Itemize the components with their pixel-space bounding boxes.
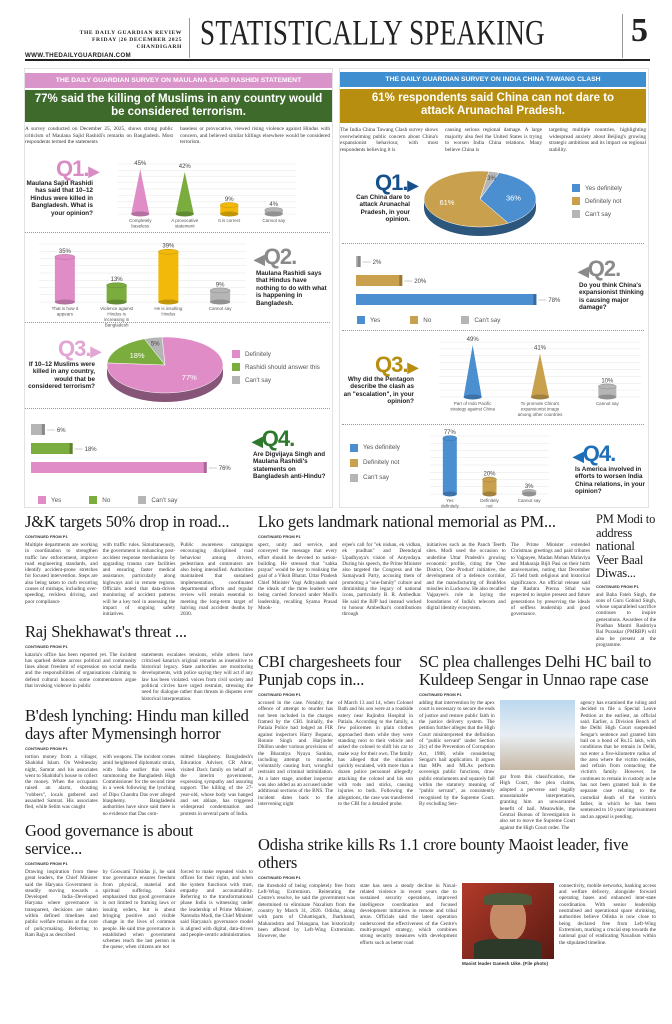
header-divider (189, 18, 190, 58)
continued-label: CONTINUED FROM P1 (258, 534, 301, 539)
right-intro-col: The India China Tawang Clash survey shows overwhelming public concern about China's expansionist behaviour, with most respondents believing it is (340, 127, 438, 153)
article-column: by Goswami Tulsidas ji, he said true governance ensures freedom from physical, material and spiritual suffering. Saini emphasized that good governance is not limited to framing laws or issuing orders, but is about bringing positive and visible change in the lives of common people. He said true governance is established when government schemes reach the last person in the queue, when citizens are not (102, 868, 176, 951)
separator (342, 424, 644, 425)
bar-base (176, 212, 194, 217)
bar-base (220, 212, 238, 217)
article-jk-road (25, 513, 253, 618)
category-label: Cannot say (595, 401, 619, 406)
legend-label: Rashidi should answer this (245, 363, 320, 371)
legend-swatch (572, 184, 580, 192)
article-column: erjee's call for "ek nishan, ek vidhan, ek pradhan" and Deendayal Upadhyaya's vision of Antyodaya. During his speech, the Prime Minister also targeted the Congress and the Samajwadi Party, accusing them of promoting a "one-family" culture and diminishing the legacy of national icons, particularly B. R. Ambedkar. He said the BJP had instead worked to honour Ambedkar's contributions through (342, 542, 422, 618)
article-column: gar from this classification, the High Court, the plea claims, adopted a perverse and legally unsustainable interpretation, granting him an unwarranted benefit of bail. Meanwhile, the Central Bureau of Investigation is also set to move the Supreme Court against the High Court order. The (499, 774, 576, 831)
legend-label: Yes (370, 316, 381, 324)
legend-swatch (410, 316, 418, 324)
legend-item (572, 184, 622, 192)
bar-base (464, 395, 482, 400)
legend-swatch (357, 316, 365, 324)
play-arrow-icon: ▶ (88, 163, 99, 179)
data-label: 13% (110, 277, 123, 284)
category-label: It is correct (218, 218, 241, 223)
category-label: Violence against Hindus is increasing in Bangladesh (100, 306, 134, 328)
data-label: 5% (150, 341, 160, 348)
left-q3-legend (232, 350, 320, 389)
left-survey-headline: 77% said the killing of Muslims in any country would be considered terrorism. (25, 90, 332, 122)
separator (342, 243, 644, 244)
continued-label: CONTINUED FROM P1 (25, 643, 68, 649)
page-number: 5 (631, 12, 648, 49)
bar (443, 438, 457, 494)
bar (55, 257, 75, 302)
separator (25, 232, 330, 233)
data-label: 9% (215, 282, 225, 289)
continued-label: CONTINUED FROM P1 (419, 692, 462, 698)
legend-swatch (232, 350, 240, 358)
bar-top (158, 249, 178, 254)
article-column: tortion money from a villager, Shahidul Islam. On Wednesday night, Samrat and his associates went to Shahidul's house to collect the money. When the occupants raised an alarm, shouting "robbers", locals gathered and assaulted Samrat. His associates fled, while Selim was caught (25, 753, 98, 811)
data-label: 45% (134, 161, 147, 167)
bar-base (522, 492, 536, 497)
article-column: adding that intervention by the apex court is necessary to secure the ends of justice and restore public faith in the justice delivery system. The petition further alleges that the High Court misinterpreted the definition of "public servant" under Section 2(c) of the Prevention of Corruption Act, 1988, while considering Sengar's bail application. It argues that MPs and MLAs perform sovereign public functions, draw public emoluments and squarely fall within the statutory meaning of "public servant", as consistently recognised by the Supreme Court. By excluding Sen- (419, 700, 495, 807)
article-row (258, 513, 656, 648)
left-article-stack (25, 513, 253, 951)
masthead-info (40, 30, 182, 51)
data-label: 3% (524, 483, 534, 490)
category-label: He is insulting Hindus (154, 306, 183, 317)
legend-label: Definitely not (363, 459, 400, 466)
left-q1-number (56, 158, 98, 182)
bar-base (107, 300, 127, 305)
right-q1-legend (572, 184, 622, 223)
separator (25, 408, 330, 409)
city: CHANDIGARH (136, 44, 182, 50)
article-good-governance (25, 822, 253, 951)
photo-block (462, 883, 554, 967)
back-arrow-icon: ◀ (254, 251, 264, 267)
article-column: connectivity, mobile networks, banking access and welfare delivery, alongside forward operating bases and enhanced inter-state coordination. With senior leadership neutralised and operational space shrinking, authorities believe Odisha is now close to being declared free from Left-Wing Extremism, marking a crucial step towards the national goal of eradicating Naxalism within the stipulated timeline. (559, 882, 656, 946)
category-label: Cannot say (517, 498, 541, 503)
hbar-end (399, 275, 402, 286)
left-q1-text: Maulana Sajid Rashidi has said that 10–12 Hindus were killed in Bangladesh. What is your opinion? (26, 180, 93, 217)
right-q3-text: Why did the Pentagon describe the clash as an "escalation", in your opinion? (343, 376, 414, 406)
left-q4-number (252, 428, 294, 452)
legend-item (350, 443, 400, 453)
continued-label: CONTINUED FROM P1 (258, 874, 301, 880)
page-title: STATISTICALLY SPEAKING (200, 12, 545, 53)
bar-top (107, 283, 127, 288)
hbar (31, 462, 207, 473)
article-column: initiatives such as the Panch Teerth sites. Modi used the occasion to underline Uttar Pradesh's growing economic profile, citing the 'One District, One Product' initiative, the development of a defence corridor, and the manufacturing of BrahMos missiles in Lucknow. He also recalled Vajpayee's role in laying the foundations of India's telecom and digital identity ecosystem. (426, 542, 506, 611)
legend-swatch (350, 459, 358, 467)
hbar (356, 294, 536, 305)
article-column: of March 13 and 14, when Colonel Bath and his son were at a roadside eatery near Rajindra Hospital in Patiala. According to the family, a few policemen in plain clothes approached them while they were standing next to their vehicle and asked the colonel to shift his car to make way for their own. The family has alleged that the situation quickly escalated, with more than a dozen police personnel allegedly attacking the colonel and his son with rods and sticks, causing injuries to both. Following the allegations, the case was transferred to the CBI for a detailed probe. (338, 700, 413, 807)
q-label: Q1. (375, 170, 408, 195)
continued-label: CONTINUED FROM P1 (596, 583, 639, 589)
supreme-court-photo (500, 700, 576, 770)
article-column: kataria's office has been reported yet. The incident has sparked debate across political and community lines about freedom of expression on social media and the responsibilities of organisations claiming to defend cultural honour. some commentators argue that invoking violence in public (25, 651, 137, 690)
data-label: 4% (269, 202, 279, 208)
article-column: accused in the case. Notably, the offence of attempt to murder has not been included in the charges framed by the CBI. Initially, the Patiala Police had lodged an FIR against inspectors Harry Boparai, Ronnie Singh and Harjinder Dhillon under various provisions of the Bharatiya Nyaya Sanhita, including attempt to murder, voluntarily causing hurt, wrongful restraint and criminal intimidation. At a later stage, another inspector was also added as an accused under additional sections of the BNS. The incident dates back to the intervening night (258, 700, 333, 807)
data-label: 41% (533, 345, 547, 352)
right-intro-col: causing serious regional damage. A large majority also feel the United States is trying to worsen India China relations. Many believe China is (445, 127, 542, 153)
article-column: state has seen a steady decline in Naxal-related violence in recent years due to sustained security operations, improved intelligence coordination and focused development initiatives in remote and tribal areas. Officials said the latest operation underscored the effectiveness of the Centre's multi-pronged strategy, which combines strong security measures with development efforts such as better road (360, 882, 457, 946)
q-label: Q3. (375, 352, 408, 377)
legend-label: Yes definitely (363, 444, 400, 451)
legend-item (410, 316, 431, 324)
right-q1-chart (418, 163, 548, 241)
article-headline[interactable]: Good governance is about service... (25, 820, 193, 858)
bar-cone (531, 354, 549, 397)
legend-swatch (38, 496, 46, 504)
bar-base (443, 492, 457, 497)
article-sc-sengar (419, 653, 656, 831)
right-q3-number (375, 354, 417, 378)
category-label: A provocative statement (171, 218, 199, 229)
article-headline[interactable]: Lko gets landmark national memorial as PM... (258, 512, 556, 531)
bar-top (443, 436, 457, 441)
back-arrow-icon: ◀ (578, 263, 588, 279)
legend-label: Definitely (245, 350, 271, 358)
hbar (31, 443, 73, 454)
legend-swatch (572, 210, 580, 218)
data-label: 3% (487, 175, 496, 182)
play-arrow-icon: ▶ (90, 343, 101, 359)
bar-base (531, 395, 549, 400)
legend-label: Can't say (245, 376, 272, 384)
left-q2-text: Maulana Rashidi says that Hindus have nothing to do with what is happening in Bangladesh. (256, 270, 327, 307)
data-label: 2% (372, 260, 382, 266)
legend-swatch (232, 363, 240, 371)
legend-swatch (89, 496, 97, 504)
legend-item (357, 316, 380, 324)
legend-item (350, 473, 400, 483)
article-headline[interactable]: B'desh lynching: Hindu man killed (25, 705, 249, 725)
legend-label: Yes (51, 496, 62, 504)
hbar-end (533, 294, 536, 305)
q-label: Q4. (582, 441, 616, 466)
legend-label: Can't say (474, 316, 501, 324)
q-label: Q1. (56, 156, 89, 181)
legend-item (38, 496, 61, 504)
article-column: with traffic rules. Simultaneously, the government is enhancing post-accident response mechanisms by upgrading trauma care facilities and ensuring faster medical assistance, particularly along highways and in remote regions. Officials noted that data-driven monitoring of accident patterns will be a key tool in assessing the impact of ongoing safety initiatives. (102, 542, 176, 618)
left-q4-text: Are Digvijaya Singh and Maulana Rashidi's statements on Bangladesh anti-Hindu? (253, 451, 326, 481)
category-label: Yes definitely (440, 498, 459, 509)
legend-label: Can't say (151, 496, 178, 504)
hbar-end (358, 256, 361, 267)
q-label: Q3. (58, 336, 91, 361)
left-q4-chart (25, 418, 250, 494)
data-label: 61% (439, 198, 455, 208)
continued-label: CONTINUED FROM P1 (25, 745, 68, 751)
article-column: the threshold of being completely free from Left-Wing Extremism. Reiterating the Centre's resolve, he said the government was determined to eliminate Naxalism from the country by March 31, 2026. Odisha, along with parts of Chhattisgarh, Jharkhand, Maharashtra and Telangana, has historically been affected by Left-Wing Extremism. However, the (258, 882, 355, 940)
article-headline[interactable]: SC plea challenges Delhi HC bail to Kuldeep Sengar in Unnao rape case (419, 652, 652, 690)
separator (342, 330, 644, 331)
bar-base (210, 300, 230, 305)
legend-item (572, 210, 622, 218)
data-label: 20% (414, 279, 427, 285)
article-column: Public awareness campaigns encouraging disciplined road behaviour among drivers, pedestrians and commuters are also being intensified. Authorities maintained that sustained implementation, coordinated departmental efforts and regular review will remain essential to meeting the long-term target of halving road accident deaths by 2030. (180, 542, 254, 618)
category-label: Cannot say (208, 306, 232, 311)
back-arrow-icon: ◀ (573, 448, 583, 464)
right-article-stack (258, 513, 656, 966)
hbar-end (204, 462, 207, 473)
data-label: 77% (181, 373, 197, 383)
bar-cone (176, 172, 194, 214)
category-label: Definitely not (480, 498, 499, 509)
legend-item (232, 376, 320, 384)
legend-item (138, 496, 177, 504)
right-q2-number (578, 258, 620, 282)
article-headline[interactable]: CBI chargesheets four Punjab cops in... (258, 652, 402, 690)
data-label: 18% (84, 447, 97, 453)
article-column: agency has examined the ruling and decided to file a Special Leave Petition at the earliest, an official said. Earlier, a Division Bench of the Delhi High Court suspended Sengar's sentence and granted him bail on a bond of Rs.15 lakh, with conditions that he remain in Delhi, not enter a five-kilometre radius of the area where the victim resides, and refrain from contacting the victim's family. However, he continues to remain in custody as he has not been granted bail in the separate case relating to the custodial death of the victim's father, in which he has been sentenced to 10 years' imprisonment and an appeal is pending. (580, 700, 657, 820)
data-label: 77% (443, 430, 456, 437)
article-column: statements escalates tensions, while others have criticised kataria's original remarks as insensitive to historical legacy. State authorities are monitoring developments, with police saying they will act if any law has been violated. voices from civil society and political circles have urged restraint, stressing the need for dialogue rather than threats in disputes over historical interpretation. (141, 651, 253, 702)
data-label: 35% (58, 248, 71, 255)
q-label: Q2. (587, 256, 621, 281)
article-column: Multiple departments are working in coordination to strengthen traffic law enforcement, improve road engineering standards, and identify accident-prone stretches for focused intervention. Steps are also being taken to curb recurring causes of mishaps, including over-speeding, reckless driving, and poor compliance (25, 542, 98, 605)
legend-swatch (350, 474, 358, 482)
bar-top (483, 477, 497, 482)
left-intro-col: A survey conducted on December 25, 2025, shows strong public criticism of Maulana Sajid Rashidi's remarks on Bangladesh. Most respondents termed the statements (25, 126, 173, 146)
article-headline[interactable]: Raj Shekhawat's threat ... (25, 621, 187, 641)
data-label: 9% (224, 197, 234, 203)
legend-label: Can't say (363, 474, 390, 481)
left-q4-legend (38, 496, 177, 509)
photo-caption: Maoist leader Ganesh Uike. (File photo) (462, 960, 549, 966)
right-q4-legend (350, 443, 400, 488)
play-arrow-icon: ▶ (407, 177, 418, 193)
left-survey-band: THE DAILY GUARDIAN SURVEY ON MAULANA SAJID RASHIDI STATEMENT (25, 73, 332, 88)
legend-swatch (350, 444, 358, 452)
header-rule (25, 59, 650, 61)
article-lko-memorial (258, 513, 590, 618)
left-q3-text: If 10–12 Muslims were killed in any country, would that be considered terrorism? (28, 361, 95, 391)
category-label: To promote China's expansionist image among other countries (517, 401, 563, 417)
left-q3-chart (100, 330, 230, 405)
right-q4-chart (418, 428, 553, 509)
legend-label: No (423, 316, 432, 324)
hbar-end (70, 443, 73, 454)
back-arrow-icon: ◀ (252, 433, 262, 449)
article-column: The Prime Minister extended Christmas greetings and paid tributes to Vajpayee, Madan Mohan Malaviya and Maharaja Bijli Pasi on their birth anniversaries, noting that December 25 held both religious and historical significance. An official release said the Rashtra Prerna Sthal was expected to inspire present and future generations by preserving the ideals of selfless leadership and good governance. (510, 542, 590, 618)
article-row (258, 653, 656, 831)
legend-label: Yes definitely (585, 184, 622, 192)
data-label: 20% (483, 471, 496, 478)
left-q3-number (58, 338, 100, 362)
article-headline[interactable]: Odisha strike kills Rs 1.1 crore bounty Maoist leader, five others (258, 834, 629, 872)
bar-cone (131, 169, 149, 214)
right-survey-band: THE DAILY GUARDIAN SURVEY ON INDIA CHINA TAWANG CLASH (340, 72, 646, 87)
category-label: Part of Indo Pacific strategy against China (450, 401, 496, 412)
bar-top (220, 203, 238, 208)
right-q2-text: Do you think China's expansionist thinking is causing major damage? (579, 282, 644, 312)
legend-swatch (232, 376, 240, 384)
category-label: Cannot say (262, 218, 286, 223)
data-label: 36% (505, 193, 521, 203)
legend-item (232, 350, 320, 358)
legend-item (350, 458, 400, 468)
legend-item (232, 363, 320, 371)
article-pm-veer-baal (596, 513, 656, 648)
bar-base (483, 492, 497, 497)
bar-base (158, 300, 178, 305)
data-label: 78% (548, 298, 561, 304)
data-label: 49% (466, 337, 479, 344)
data-label: 18% (129, 350, 145, 360)
data-label: 39% (162, 243, 175, 250)
header-divider (622, 14, 623, 58)
legend-swatch (572, 197, 580, 205)
issue-date: FRIDAY |26 DECEMBER 2025 (92, 37, 182, 43)
continued-label: CONTINUED FROM P1 (25, 860, 68, 866)
article-cbi-punjab (258, 653, 413, 807)
paper-name: THE DAILY GUARDIAN REVIEW (79, 30, 182, 36)
legend-swatch (461, 316, 469, 324)
left-intro-col: baseless or provocative, viewed rising violence against Hindus with concern, and believed similar killings elsewhere would be considered terrorism. (180, 126, 330, 146)
hbar (356, 275, 402, 286)
bar-base (598, 395, 616, 400)
legend-item (89, 496, 110, 504)
bar-base (55, 300, 75, 305)
article-column: forced to make repeated visits to offices for their rights, and when the system functions with trust, empathy and accountability. Referring to the transformational phase India is witnessing under the leadership of Prime Minister, Narendra Modi, the Chief Minister said Haryana's governance model is aligned with digital, data-driven and people-centric administration. (180, 868, 254, 938)
right-q2-chart (350, 250, 575, 312)
bar-base (131, 212, 149, 217)
separator (25, 322, 330, 323)
article-bdesh-lynching (25, 707, 253, 817)
category-label: That is how it appears (51, 306, 79, 317)
left-q2-number (254, 246, 296, 270)
right-q1-number (375, 172, 417, 196)
article-column: mitted blasphemy. Bangladesh's Education Adviser, CR Abrar, visited Das's family on behalf of the interim government, expressing sympathy and assuring support. The killing of the 27-year-old, whose body was hanged and set ablaze, has triggered widespread condemnation and protests in several parts of India. (180, 753, 254, 817)
legend-item (572, 197, 622, 205)
bar-base (265, 212, 283, 217)
play-arrow-icon: ▶ (407, 359, 418, 375)
website-link[interactable]: WWW.THEDAILYGUARDIAN.COM (25, 52, 131, 59)
hbar-end (42, 424, 45, 435)
legend-item (461, 316, 500, 324)
data-label: 6% (56, 428, 66, 434)
bar-top (55, 254, 75, 259)
legend-swatch (138, 496, 146, 504)
right-q3-chart (425, 334, 645, 423)
category-label: Completely baseless (128, 218, 152, 229)
article-headline-line2[interactable]: days after Mymensingh horror (25, 723, 221, 743)
q-label: Q2. (263, 244, 297, 269)
data-label: 10% (601, 378, 614, 385)
left-q2-chart (25, 236, 250, 328)
article-column: and Baba Fateh Singh, the sons of Guru Gobind Singh, whose unparalleled sacrifice continues to inspire generations. Awardees of the Pradhan Mantri Rashtriya Bal Puraskar (PMRBP) will also be present at the programme. (596, 591, 656, 648)
legend-label: Definitely not (585, 197, 622, 205)
continued-label: CONTINUED FROM P1 (25, 534, 68, 539)
article-headline[interactable]: PM Modi to address national Veer Baal Diwas... (596, 512, 656, 580)
legend-label: No (102, 496, 111, 504)
bar-top (210, 288, 230, 293)
article-column: with weapons. The incident comes amid heightened diplomatic strain, with India earlier this week summoning the Bangladesh High Commissioner for the second time in a week following the lynching of Dipu Chandra Das over alleged blasphemy. Bangladeshi authorities have since said there is no evidence that Das com- (102, 753, 176, 817)
article-column: spect, unity and service, and conveyed the message that every effort should be devoted to nation-building. He stressed that "sabka prayas" would be key to realising the goal of a Viksit Bharat. Uttar Pradesh Chief Minister Yogi Adityanath said the ideals of the three leaders were being carried forward under Modi's leadership, recalling Syama Prasad Mook- (258, 542, 338, 611)
article-column: Drawing inspiration from these great leaders, the Chief Minister said the Haryana Government is steadily moving towards a Developed India–Developed Haryana where governance is transparent, decisions are taken within defined timelines and public welfare remains at the core of policymaking. Referring to Ram Rajya as described (25, 868, 98, 938)
maoist-leader-photo (462, 883, 554, 959)
bar (158, 252, 178, 302)
right-q4-number (573, 443, 615, 467)
data-label: 76% (218, 466, 231, 472)
right-q1-text: Can China dare to attack Arunachal Pradesh, in your opinion. (356, 194, 410, 224)
legend-label: Can't say (585, 210, 612, 218)
article-headline[interactable]: J&K targets 50% drop in road... (25, 512, 230, 531)
continued-label: CONTINUED FROM P1 (258, 692, 301, 698)
left-q1-chart (100, 154, 300, 230)
article-raj-shekhawat (25, 623, 253, 702)
article-odisha-strike (258, 836, 656, 967)
bar-cone (464, 345, 482, 397)
right-intro-col: targeting multiple countries, highlighting widespread anxiety about Beijing's growing strategic ambitions and its impact on regional stability. (549, 127, 646, 153)
q-label: Q4. (261, 426, 295, 451)
bar-top (598, 384, 616, 389)
right-q4-text: Is America involved in efforts to worsen India China relations, in your opinion? (575, 466, 645, 496)
right-survey-headline: 61% respondents said China can not dare to attack Arunachal Pradesh. (340, 89, 646, 123)
right-q2-legend (357, 316, 500, 329)
data-label: 42% (178, 164, 191, 170)
